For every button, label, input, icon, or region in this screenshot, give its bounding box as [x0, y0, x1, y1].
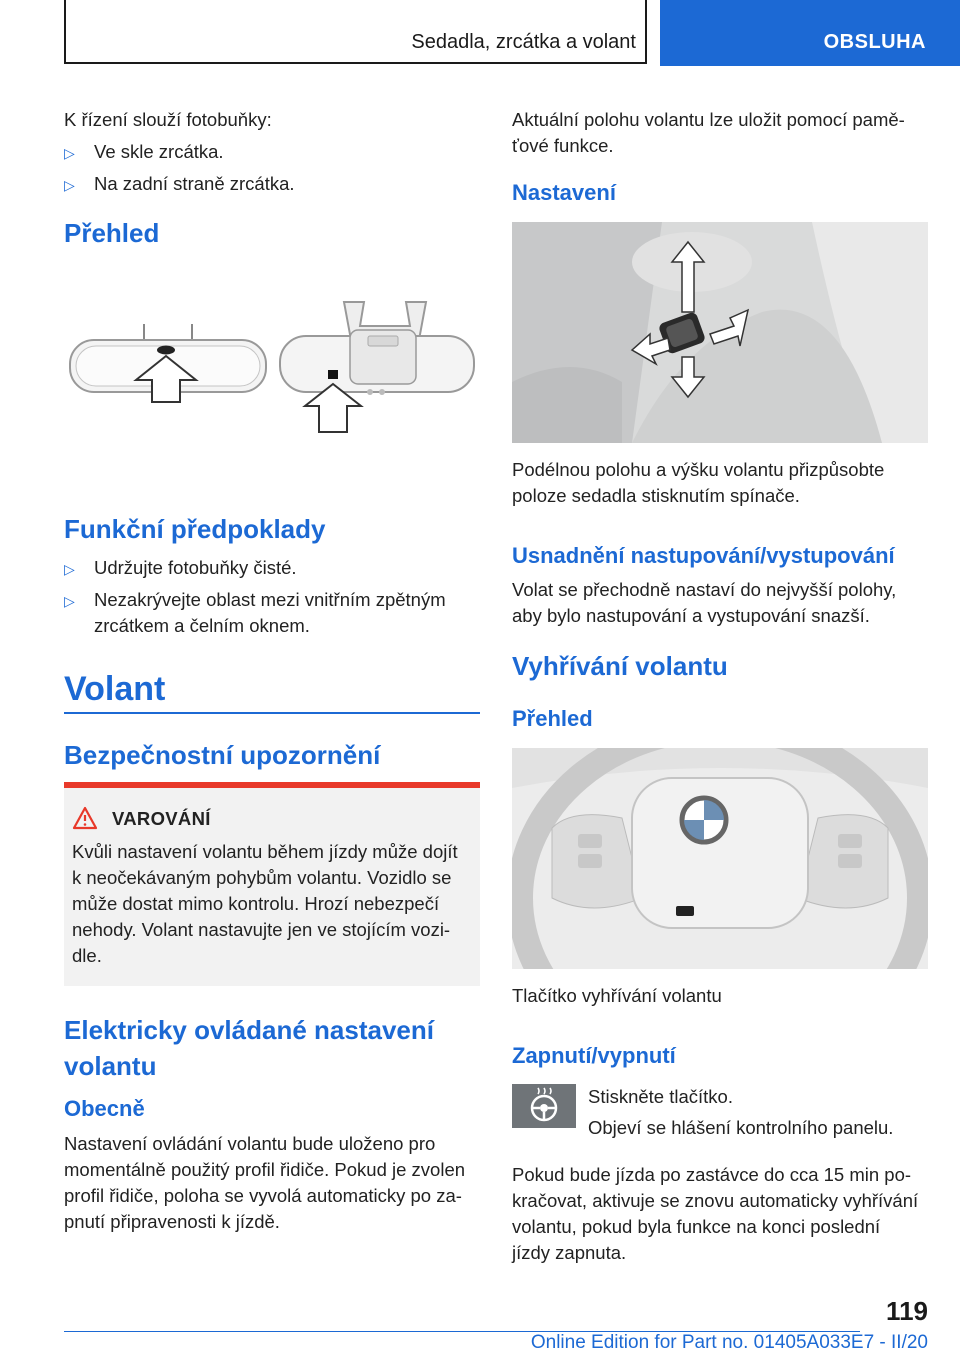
paragraph-line: kračovat, aktivuje se znovu automaticky vyhřívání [512, 1190, 919, 1211]
paragraph-line: Pokud bude jízda po zastávce do cca 15 min po- [512, 1164, 912, 1185]
instruction-line: Objeví se hlášení kontrolního panelu. [588, 1117, 894, 1138]
footer-edition[interactable]: Online Edition for Part no. 01405A033E7 - II/20 [530, 1332, 928, 1353]
photo-caption-line: poloze sedadla stisknutím spínače. [512, 485, 800, 506]
paragraph-line: ťové funkce. [512, 135, 614, 156]
warning-line: Kvůli nastavení volantu během jízdy může dojít [72, 841, 458, 862]
heading-requirements: Funkční předpoklady [64, 514, 326, 544]
heading-volant: Volant [64, 670, 166, 708]
instruction-line: Stiskněte tlačítko. [588, 1086, 733, 1107]
bullet-triangle-icon: ▷ [64, 593, 75, 609]
heading-overview: Přehled [64, 218, 160, 248]
warning-line: dle. [72, 945, 102, 966]
heading-general: Obecně [64, 1096, 145, 1121]
intro-text: K řízení slouží fotobuňky: [64, 109, 272, 130]
paragraph-line: Nastavení ovládání volantu bude uloženo pro [64, 1133, 436, 1154]
paragraph-line: jízdy zapnuta. [512, 1242, 627, 1263]
header-chapter-tab[interactable]: OBSLUHA [660, 0, 960, 66]
section-rule [64, 712, 480, 714]
paragraph-line: Volat se přechodně nastaví do nejvyšší polohy, [512, 579, 897, 600]
bullet-triangle-icon: ▷ [64, 145, 75, 161]
mirror-illustration [64, 296, 480, 446]
heading-heating-overview: Přehled [512, 706, 593, 731]
photo-caption-line: Podélnou polohu a výšku volantu přizpůsobte [512, 459, 885, 480]
heading-steering-heating: Vyhřívání volantu [512, 651, 728, 681]
warning-line: k neočekávaným pohybům volantu. Vozidlo se [72, 867, 452, 888]
paragraph-line: pnutí připravenosti k jízdě. [64, 1211, 280, 1232]
paragraph-line: momentálně použitý profil řidiče. Pokud je zvolen [64, 1159, 466, 1180]
bullet-triangle-icon: ▷ [64, 177, 75, 193]
heading-easy-entry: Usnadnění nastupování/vystupování [512, 543, 895, 568]
paragraph-line: volantu, pokud byla funkce na konci poslední [512, 1216, 881, 1237]
page-number: 119 [886, 1296, 928, 1326]
warning-triangle-icon [72, 806, 98, 835]
paragraph-line: Aktuální polohu volantu lze uložit pomocí pamě- [512, 109, 905, 130]
heading-on-off: Zapnutí/vypnutí [512, 1043, 676, 1068]
paragraph-line: aby bylo nastupování a vystupování snazší. [512, 605, 870, 626]
warning-line: může dostat mimo kontrolu. Hrozí nebezpečí [72, 893, 440, 914]
steering-heating-button-icon [512, 1084, 576, 1128]
list-item: ▷ Nezakrývejte oblast mezi vnitřním zpětným [64, 587, 484, 614]
list-item: ▷ Na zadní straně zrcátka. [64, 171, 484, 198]
bullet-triangle-icon: ▷ [64, 561, 75, 577]
list-item: ▷ Ve skle zrcátka. [64, 139, 484, 166]
heading-electric-setting: Elektricky ovládané nastavení volantu [64, 1015, 434, 1081]
heading-safety: Bezpečnostní upozornění [64, 740, 381, 770]
warning-title: VAROVÁNÍ [112, 808, 211, 829]
warning-line: nehody. Volant nastavujte jen ve stojícím vozi- [72, 919, 451, 940]
list-item-continuation: zrcátkem a čelním oknem. [94, 615, 310, 636]
steering-column-switch-photo [512, 222, 928, 443]
heading-setting: Nastavení [512, 180, 616, 205]
steering-wheel-photo [512, 748, 928, 969]
list-item: ▷ Udržujte fotobuňky čisté. [64, 555, 484, 582]
header-section-title: Sedadla, zrcátka a volant [411, 31, 636, 53]
paragraph-line: profil řidiče, poloha se vyvolá automaticky po za- [64, 1185, 462, 1206]
photo-caption: Tlačítko vyhřívání volantu [512, 985, 722, 1006]
